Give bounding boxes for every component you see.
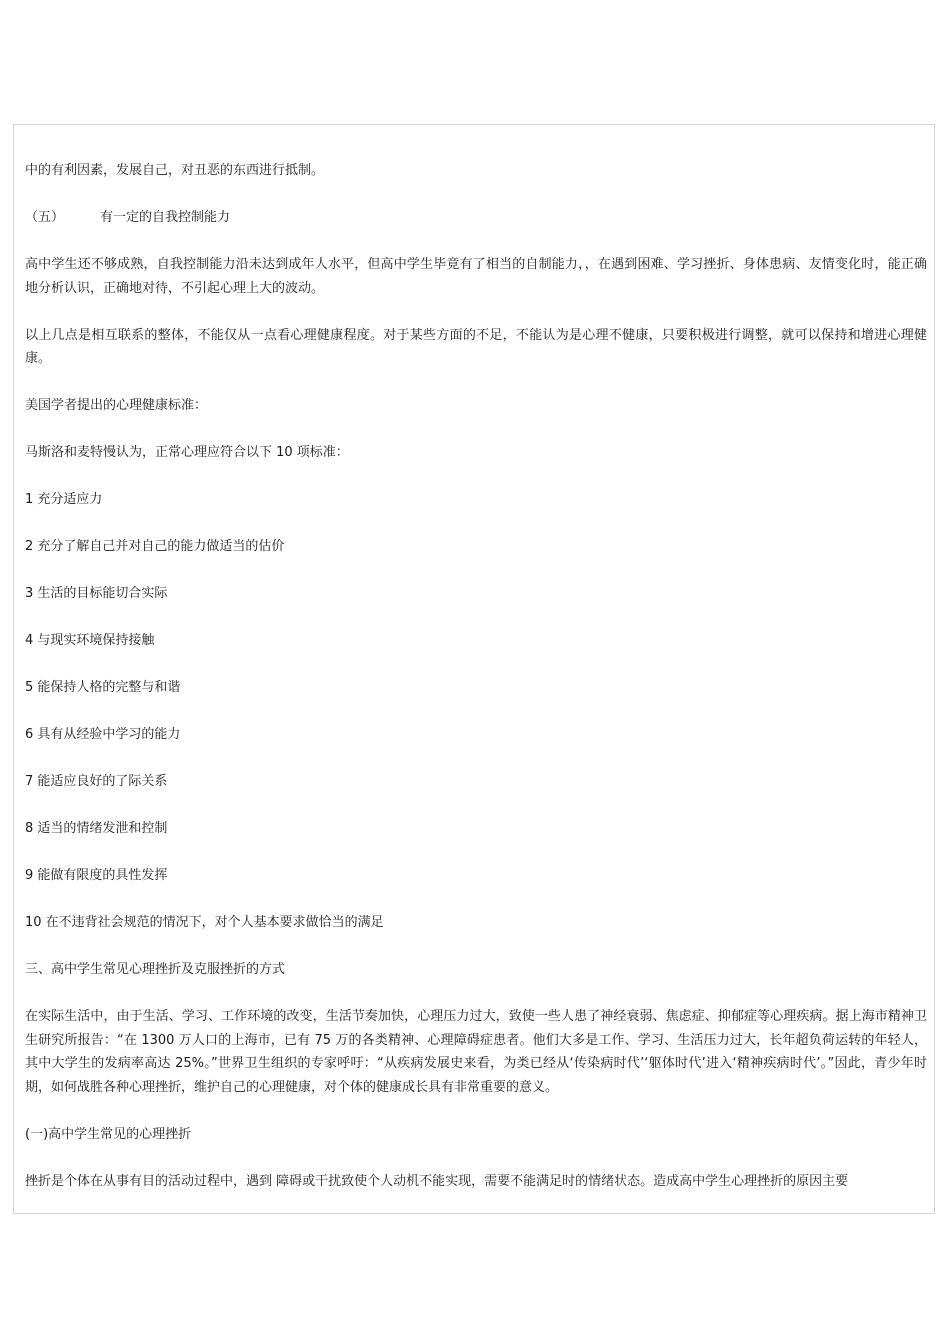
standard-item: 5 能保持人格的完整与和谐 — [25, 680, 181, 695]
document-content — [25, 159, 927, 1214]
standard-item: 1 充分适应力 — [25, 492, 103, 507]
standard-item: 3 生活的目标能切合实际 — [25, 586, 168, 601]
standard-item: 8 适当的情绪发泄和控制 — [25, 821, 168, 836]
subsection-one-heading: (一)高中学生常见的心理挫折 — [25, 1126, 192, 1142]
paragraph-summary: 以上几点是相互联系的整体，不能仅从一点看心理健康程度。对于某些方面的不足，不能认为是心理不健康，只要积极进行调整，就可以保持和增进心理健康。 — [25, 327, 927, 366]
paragraph-us-standards-intro: 美国学者提出的心理健康标准： — [25, 398, 208, 413]
paragraph-frustration-definition: 挫折是个体在从事有目的活动过程中，遇到 障碍或干扰致使个人动机不能实现，需要不能满足时的情绪状态。造成高中学生心理挫折的原因主要 — [25, 1173, 849, 1189]
section-five-heading — [25, 206, 927, 230]
section-title: 有一定的自我控制能力 — [100, 210, 231, 225]
standard-item: 10 在不违背社会规范的情况下，对个人基本要求做恰当的满足 — [25, 915, 384, 930]
document-page — [13, 124, 935, 1214]
paragraph-continuation: 中的有利因素，发展自己，对丑恶的东西进行抵制。 — [25, 163, 325, 178]
standard-item: 2 充分了解自己并对自己的能力做适当的估价 — [25, 539, 285, 554]
standard-item: 4 与现实环境保持接触 — [25, 633, 155, 648]
paragraph-mental-illness-stats: 在实际生活中，由于生活、学习、工作环境的改变，生活节奏加快，心理压力过大，致使一些人患了神经衰弱、焦虑症、抑郁症等心理疾病。据上海市精神卫生研究所报告：“在 1300 万人口的上海市，已有 75 万的各类精神、心理障碍症患者。他们大多是工作、学习、生活压力过大，长年超负荷运转的年轻人，其中大学生的发病率高达 25%。”世界卫生组织的专家呼吁：“从疾病发展史来看，为类已经从‘传染病时代’‘躯体时代’进入‘精神疾病时代’。”因此，青少年时期，如何战胜各种心理挫折，维护自己的心理健康，对个体的健康成长具有非常重要的意义。 — [25, 1009, 927, 1095]
standard-item: 6 具有从经验中学习的能力 — [25, 727, 181, 742]
standard-item: 7 能适应良好的了际关系 — [25, 774, 168, 789]
standard-item: 9 能做有限度的具性发挥 — [25, 868, 168, 883]
section-number: （五） — [25, 210, 65, 225]
section-three-heading: 三、高中学生常见心理挫折及克服挫折的方式 — [25, 962, 286, 977]
paragraph-self-control: 高中学生还不够成熟，自我控制能力沿未达到成年人水平，但高中学生毕竟有了相当的自制能力，，在遇到困难、学习挫折、身体患病、友情变化时，能正确地分析认识，正确地对待，不引起心理上大的波动。 — [25, 257, 927, 296]
paragraph-maslow-intro: 马斯洛和麦特慢认为，正常心理应符合以下 10 项标准： — [25, 445, 349, 460]
